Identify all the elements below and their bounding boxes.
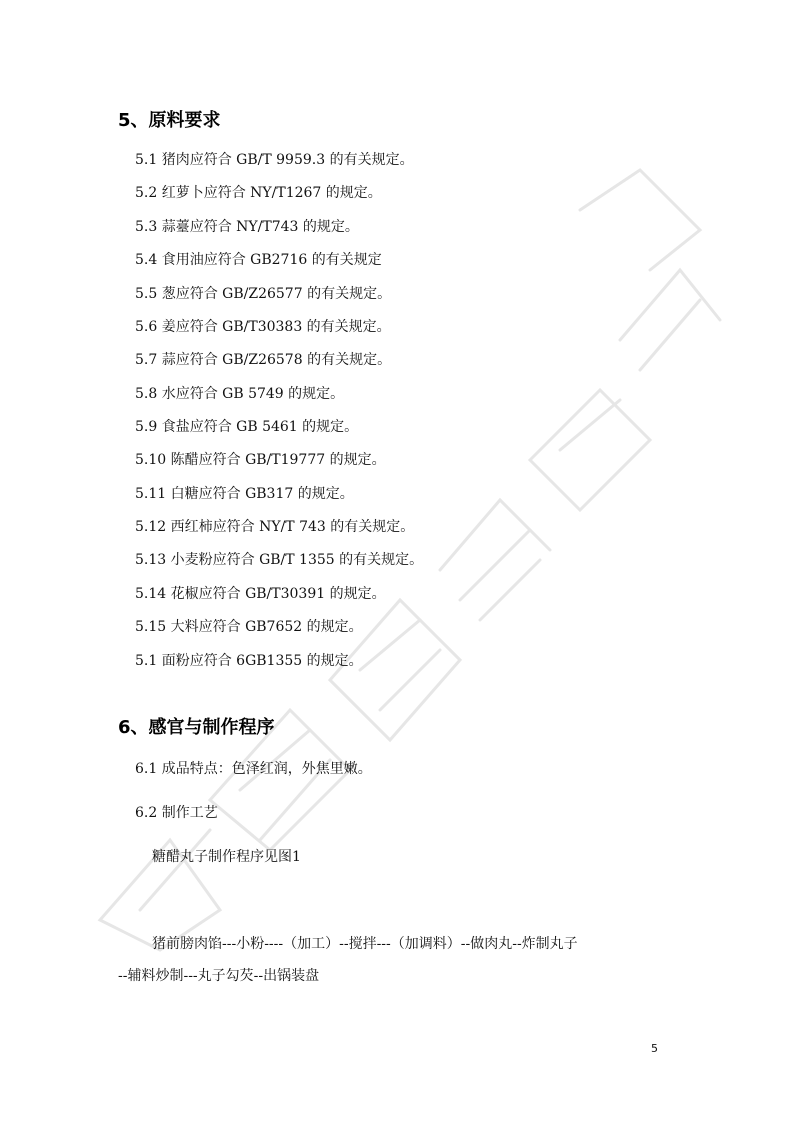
requirement-item: 5.10 陈醋应符合 GB/T19777 的规定。 bbox=[135, 452, 386, 468]
requirement-item: 5.5 葱应符合 GB/Z26577 的有关规定。 bbox=[135, 286, 392, 302]
requirement-item: 5.13 小麦粉应符合 GB/T 1355 的有关规定。 bbox=[135, 552, 424, 568]
requirement-item: 5.9 食盐应符合 GB 5461 的规定。 bbox=[135, 419, 359, 435]
requirement-item: 5.11 白糖应符合 GB317 的规定。 bbox=[135, 486, 354, 502]
requirement-item: 5.2 红萝卜应符合 NY/T1267 的规定。 bbox=[135, 185, 382, 201]
section-6-title: 6、感官与制作程序 bbox=[118, 717, 275, 738]
process-flow-line-1: 猪前膀肉馅---小粉----（加工）--搅拌---（加调料）--做肉丸--炸制丸子 bbox=[152, 936, 578, 952]
requirement-item: 5.12 西红柿应符合 NY/T 743 的有关规定。 bbox=[135, 519, 415, 535]
requirement-item: 5.1 猪肉应符合 GB/T 9959.3 的有关规定。 bbox=[135, 152, 414, 168]
requirement-item: 5.3 蒜薹应符合 NY/T743 的规定。 bbox=[135, 219, 359, 235]
requirement-item: 5.6 姜应符合 GB/T30383 的有关规定。 bbox=[135, 319, 391, 335]
process-heading: 6.2 制作工艺 bbox=[135, 805, 218, 821]
requirement-item: 5.7 蒜应符合 GB/Z26578 的有关规定。 bbox=[135, 352, 392, 368]
process-flow-line-2: --辅料炒制---丸子勾芡--出锅装盘 bbox=[118, 968, 320, 984]
sensory-item: 6.1 成品特点：色泽红润，外焦里嫩。 bbox=[135, 761, 372, 777]
requirement-item: 5.4 食用油应符合 GB2716 的有关规定 bbox=[135, 252, 382, 268]
requirement-item: 5.15 大料应符合 GB7652 的规定。 bbox=[135, 619, 363, 635]
process-note: 糖醋丸子制作程序见图1 bbox=[152, 849, 301, 865]
section-5-title: 5、原料要求 bbox=[118, 110, 221, 131]
requirement-item: 5.8 水应符合 GB 5749 的规定。 bbox=[135, 386, 345, 402]
requirement-item: 5.14 花椒应符合 GB/T30391 的规定。 bbox=[135, 586, 386, 602]
requirement-item: 5.1 面粉应符合 6GB1355 的规定。 bbox=[135, 653, 363, 669]
page-number: 5 bbox=[651, 1042, 658, 1055]
